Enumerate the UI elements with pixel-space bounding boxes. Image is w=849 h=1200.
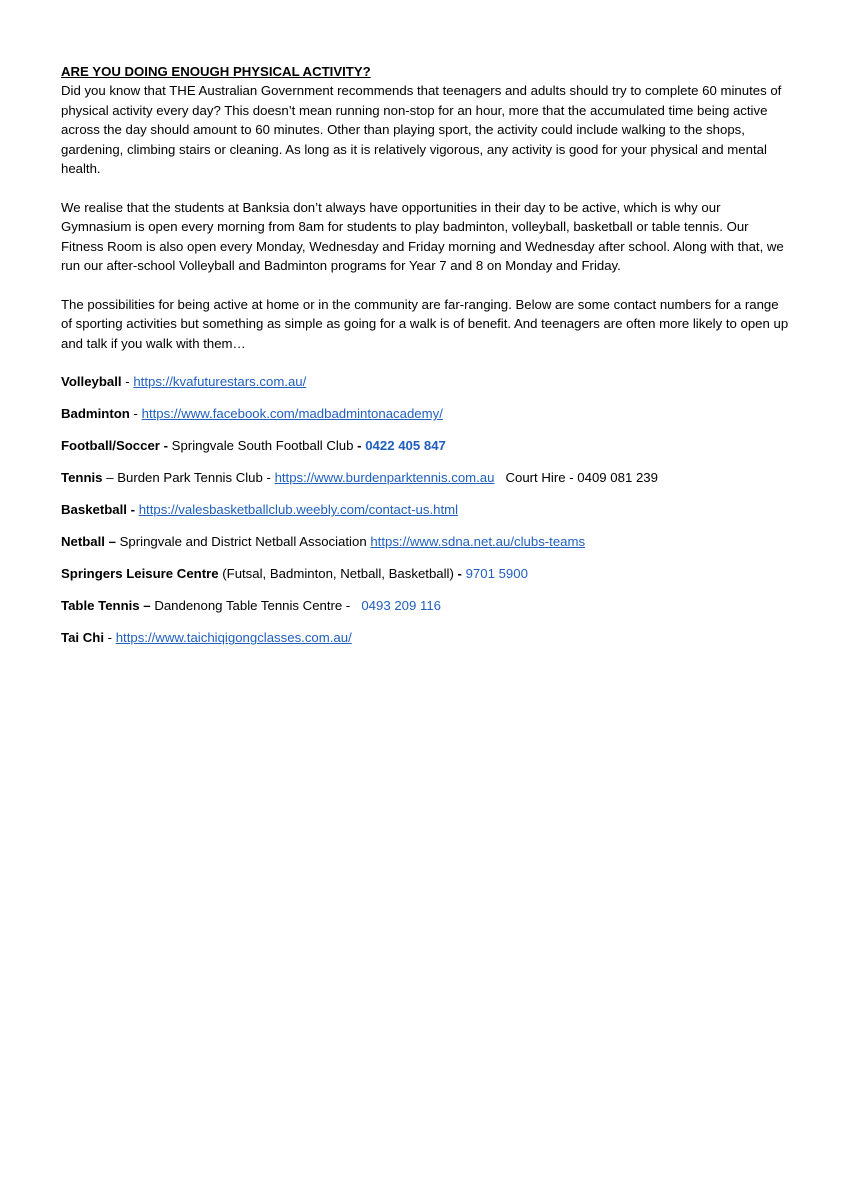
spacer — [61, 456, 789, 469]
contact-volleyball-separator: - — [121, 374, 134, 390]
contact-table-tennis — [61, 596, 789, 615]
contact-tai-chi-separator: - — [103, 630, 116, 646]
contact-table-tennis-phone: 0493 209 116 — [361, 598, 442, 614]
contact-tennis-separator: – — [102, 470, 118, 486]
contact-springers-separator: - — [457, 566, 462, 582]
contact-tennis — [61, 468, 789, 487]
contact-badminton-link[interactable]: https://www.facebook.com/madbadmintonacademy/ — [141, 406, 443, 422]
spacer — [61, 616, 789, 629]
contact-volleyball — [61, 372, 789, 391]
contact-basketball-link[interactable]: https://valesbasketballclub.weebly.com/contact-us.html — [138, 502, 459, 518]
spacer — [61, 392, 789, 405]
contact-badminton — [61, 404, 789, 423]
contact-badminton-separator: - — [129, 406, 142, 422]
contact-springers — [61, 564, 789, 583]
contact-springers-phone: 9701 5900 — [461, 566, 528, 582]
contact-football-name: Football/Soccer — [61, 438, 160, 454]
contact-football-club: Springvale South Football Club — [171, 438, 354, 454]
contact-tai-chi — [61, 628, 789, 647]
spacer — [61, 424, 789, 437]
contact-football-separator: - — [159, 438, 172, 454]
intro-paragraph: Did you know that THE Australian Government recommends that teenagers and adults should try to complete 60 minutes of physical activity every day? This doesn’t mean running non-stop for an hour, more that the accumulated time being active across the day should amount to 60 minutes. Other than playing sport, the activity could include walking to the shops, gardening, climbing stairs or cleaning. As long as it is relatively vigorous, any activity is good for your physical and mental health. — [61, 83, 782, 177]
contact-tennis-link[interactable]: https://www.burdenparktennis.com.au — [274, 470, 495, 486]
spacer — [61, 488, 789, 501]
contact-table-tennis-name: Table Tennis – — [61, 598, 151, 614]
contact-volleyball-link[interactable]: https://kvafuturestars.com.au/ — [133, 374, 307, 390]
contact-football-separator-2: - — [353, 438, 366, 454]
community-activities-paragraph: The possibilities for being active at home or in the community are far-ranging. Below are some contact numbers for a range of sporting activities but something as simple as going for a walk is of benefit. And teenagers are often more likely to open up and talk if you walk with them… — [61, 296, 789, 351]
contact-table-tennis-club: Dandenong Table Tennis Centre - — [150, 598, 362, 614]
contact-basketball-name: Basketball - — [61, 502, 136, 518]
contact-football — [61, 436, 789, 455]
contact-football-phone: 0422 405 847 — [365, 438, 446, 454]
contact-basketball — [61, 500, 789, 519]
document-page — [61, 62, 789, 648]
contact-springers-name: Springers Leisure Centre — [61, 566, 219, 582]
spacer — [61, 552, 789, 565]
contact-tennis-court-hire: Court Hire - 0409 081 239 — [494, 470, 658, 486]
contact-netball-club: Springvale and District Netball Association — [115, 534, 371, 550]
contact-tai-chi-link[interactable]: https://www.taichiqigongclasses.com.au/ — [115, 630, 352, 646]
contact-badminton-name: Badminton — [61, 406, 130, 422]
spacer — [61, 584, 789, 597]
contact-netball-link[interactable]: https://www.sdna.net.au/clubs-teams — [370, 534, 586, 550]
contact-springers-description: (Futsal, Badminton, Netball, Basketball) — [218, 566, 458, 582]
spacer — [61, 520, 789, 533]
contact-tai-chi-name: Tai Chi — [61, 630, 104, 646]
contact-volleyball-name: Volleyball — [61, 374, 122, 390]
page-title: ARE YOU DOING ENOUGH PHYSICAL ACTIVITY? — [61, 64, 371, 79]
contact-netball — [61, 532, 789, 551]
school-activities-paragraph: We realise that the students at Banksia don’t always have opportunities in their day to be active, which is why our Gymnasium is open every morning from 8am for students to play badminton, volleyball, basketball or table tennis. Our Fitness Room is also open every Monday, Wednesday and Friday morning and Wednesday after school. Along with that, we run our after-school Volleyball and Badminton programs for Year 7 and 8 on Monday and Friday. — [61, 199, 784, 274]
contact-tennis-name: Tennis — [61, 470, 103, 486]
contact-netball-name: Netball – — [61, 534, 116, 550]
contact-tennis-club: Burden Park Tennis Club - — [117, 470, 275, 486]
